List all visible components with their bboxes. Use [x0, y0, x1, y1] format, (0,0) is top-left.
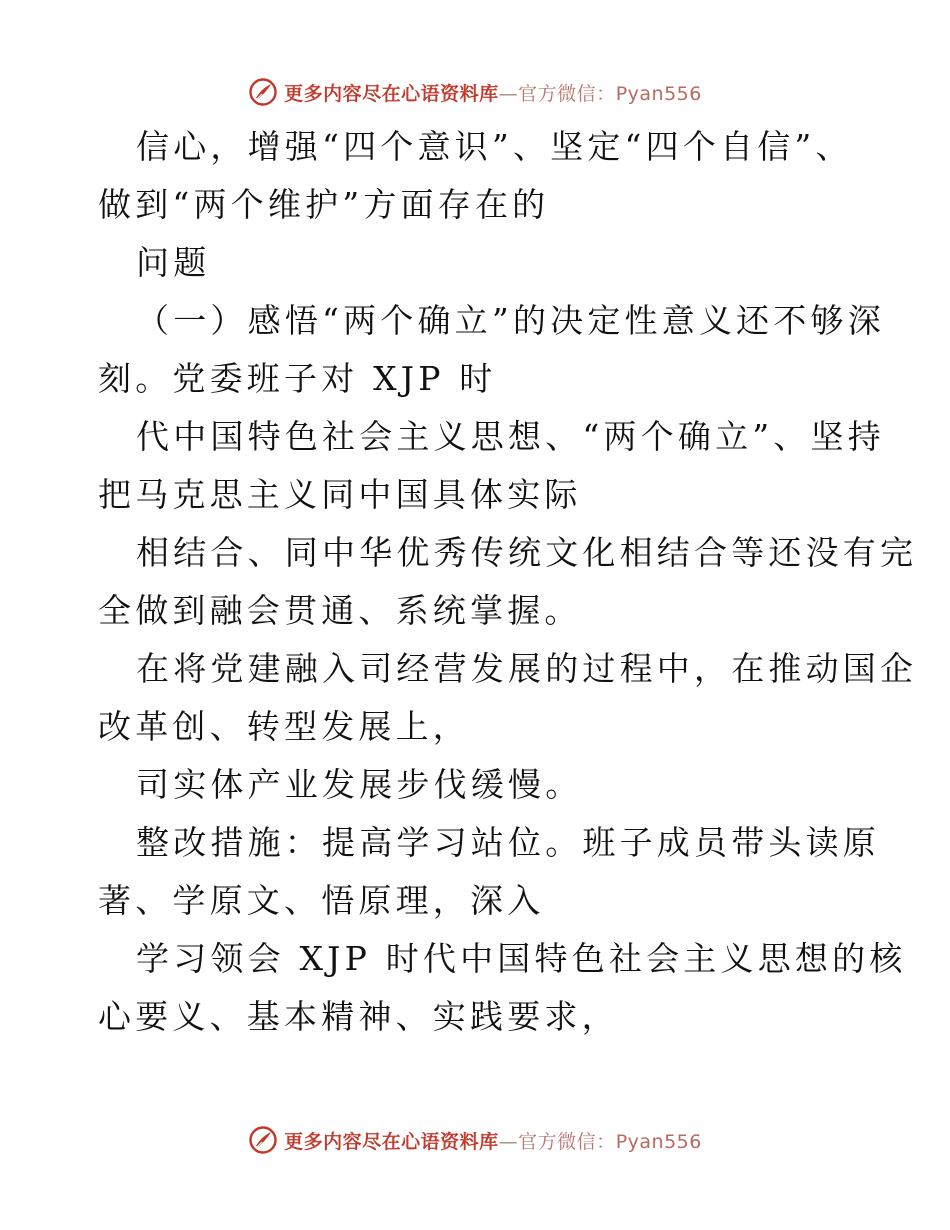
header-watermark — [0, 72, 950, 112]
body-line: 做到“两个维护”方面存在的 — [98, 185, 550, 224]
watermark-label: 官方微信： — [518, 1130, 616, 1153]
body-line: 改革创、转型发展上， — [98, 707, 470, 746]
watermark-text — [284, 1127, 702, 1154]
watermark-label: 官方微信： — [518, 82, 616, 105]
body-line: 在将党建融入司经营发展的过程中，在推动国企 — [136, 649, 918, 688]
watermark-brand: 更多内容尽在心语资料库 — [284, 1130, 499, 1153]
body-line: 心要义、基本精神、实践要求， — [98, 997, 619, 1036]
body-line: 代中国特色社会主义思想、“两个确立”、坚持 — [136, 417, 885, 456]
watermark-text — [284, 79, 702, 106]
body-line: 刻。党委班子对 XJP 时 — [98, 359, 497, 398]
body-line: 整改措施：提高学习站位。班子成员带头读原 — [136, 823, 880, 862]
body-line: 信心，增强“四个意识”、坚定“四个自信”、 — [136, 127, 853, 166]
body-line: （一）感悟“两个确立”的决定性意义还不够深 — [136, 301, 885, 340]
watermark-brand: 更多内容尽在心语资料库 — [284, 82, 499, 105]
quill-seal-icon — [248, 1125, 278, 1155]
body-line: 司实体产业发展步伐缓慢。 — [136, 765, 583, 804]
body-line: 学习领会 XJP 时代中国特色社会主义思想的核 — [136, 939, 907, 978]
watermark-separator: — — [498, 1130, 519, 1153]
watermark-separator: — — [498, 82, 519, 105]
body-line: 问题 — [136, 243, 211, 282]
body-line: 把马克思主义同中国具体实际 — [98, 475, 582, 514]
body-line: 全做到融会贯通、系统掌握。 — [98, 591, 582, 630]
watermark-id: Pyan556 — [615, 1130, 702, 1153]
footer-watermark — [0, 1120, 950, 1160]
watermark-id: Pyan556 — [615, 82, 702, 105]
body-line: 相结合、同中华优秀传统文化相结合等还没有完 — [136, 533, 918, 572]
quill-seal-icon — [248, 77, 278, 107]
body-line: 著、学原文、悟原理，深入 — [98, 881, 545, 920]
